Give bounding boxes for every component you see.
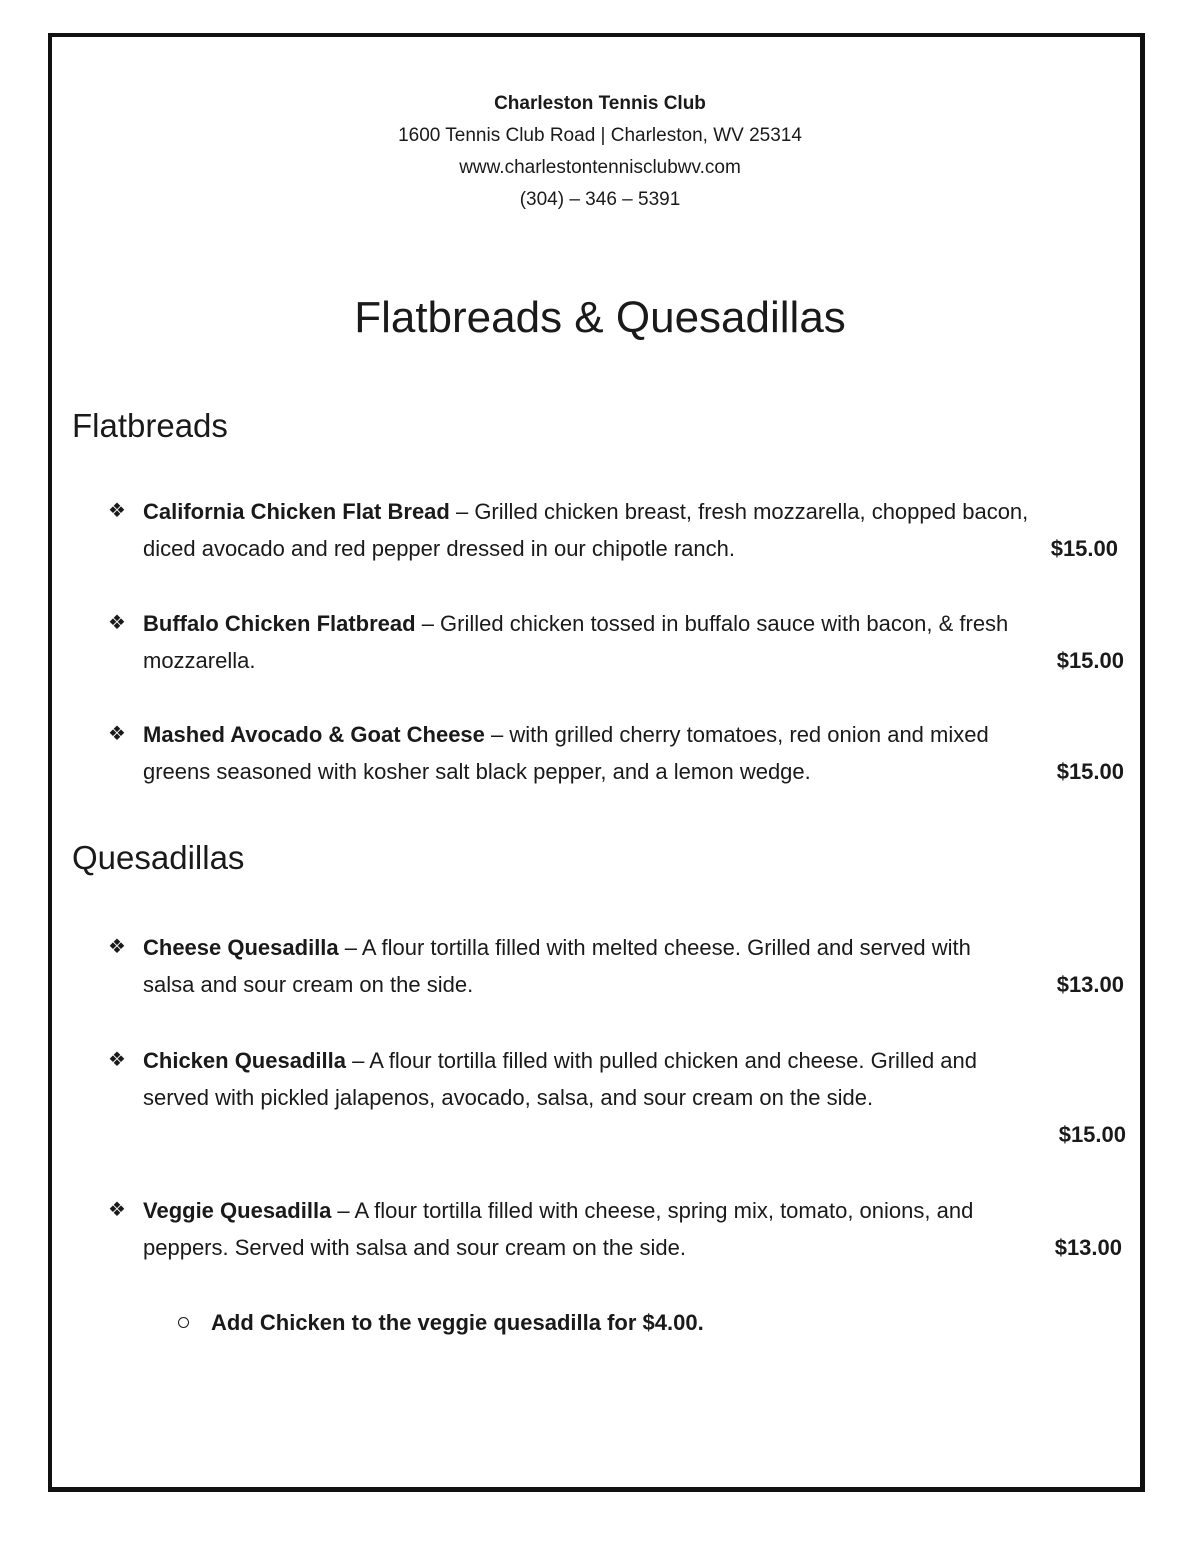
page-title: Flatbreads & Quesadillas [354, 293, 846, 342]
item-description-cont: served with pickled jalapenos, avocado, salsa, and sour cream on the side. [143, 1085, 874, 1110]
item-price: $15.00 [1050, 536, 1118, 561]
club-address: 1600 Tennis Club Road | Charleston, WV 25314 [398, 125, 802, 146]
item-name: California Chicken Flat Bread [143, 499, 450, 524]
item-name: Chicken Quesadilla [143, 1048, 346, 1073]
diamond-bullet-icon: ❖ [108, 936, 126, 958]
diamond-bullet-icon: ❖ [108, 500, 126, 522]
menu-item [108, 1192, 1128, 1266]
diamond-bullet-icon: ❖ [108, 723, 126, 745]
item-name: Cheese Quesadilla [143, 935, 339, 960]
section-heading-quesadillas: Quesadillas [72, 839, 245, 876]
menu-item [108, 493, 1128, 567]
circle-bullet-icon [178, 1317, 189, 1328]
item-description: – A flour tortilla filled with pulled chicken and cheese. Grilled and [345, 1048, 977, 1073]
item-description-cont: mozzarella. [143, 648, 256, 673]
club-website[interactable]: www.charlestontennisclubwv.com [459, 157, 741, 178]
item-description: – Grilled chicken breast, fresh mozzarella, chopped bacon, [449, 499, 1029, 524]
addon-note [178, 1304, 704, 1341]
item-name: Mashed Avocado & Goat Cheese [143, 722, 485, 747]
item-price: $13.00 [1056, 972, 1124, 997]
item-price: $15.00 [1056, 648, 1124, 673]
item-price: $15.00 [1058, 1122, 1126, 1147]
item-price: $15.00 [1056, 759, 1124, 784]
section-heading-flatbreads: Flatbreads [72, 407, 228, 444]
item-description: – A flour tortilla filled with melted cheese. Grilled and served with [338, 935, 971, 960]
item-name: Veggie Quesadilla [143, 1198, 332, 1223]
item-description-cont: salsa and sour cream on the side. [143, 972, 474, 997]
item-description: – Grilled chicken tossed in buffalo sauce with bacon, & fresh [415, 611, 1009, 636]
item-name: Buffalo Chicken Flatbread [143, 611, 416, 636]
club-phone: (304) – 346 – 5391 [519, 189, 681, 210]
menu-item [108, 929, 1128, 1003]
item-description: – A flour tortilla filled with cheese, spring mix, tomato, onions, and [331, 1198, 974, 1223]
addon-text: Add Chicken to the veggie quesadilla for $4.00. [211, 1310, 704, 1335]
menu-item [108, 716, 1128, 790]
item-price: $13.00 [1054, 1235, 1122, 1260]
club-header [0, 88, 1200, 216]
item-description-cont: greens seasoned with kosher salt black pepper, and a lemon wedge. [143, 759, 811, 784]
item-description: – with grilled cherry tomatoes, red onion and mixed [484, 722, 989, 747]
menu-item [108, 605, 1128, 679]
item-description-cont: diced avocado and red pepper dressed in our chipotle ranch. [143, 536, 735, 561]
diamond-bullet-icon: ❖ [108, 1049, 126, 1071]
item-description-cont: peppers. Served with salsa and sour cream on the side. [143, 1235, 686, 1260]
club-name: Charleston Tennis Club [494, 93, 706, 114]
menu-item [108, 1042, 1128, 1153]
diamond-bullet-icon: ❖ [108, 1199, 126, 1221]
diamond-bullet-icon: ❖ [108, 612, 126, 634]
